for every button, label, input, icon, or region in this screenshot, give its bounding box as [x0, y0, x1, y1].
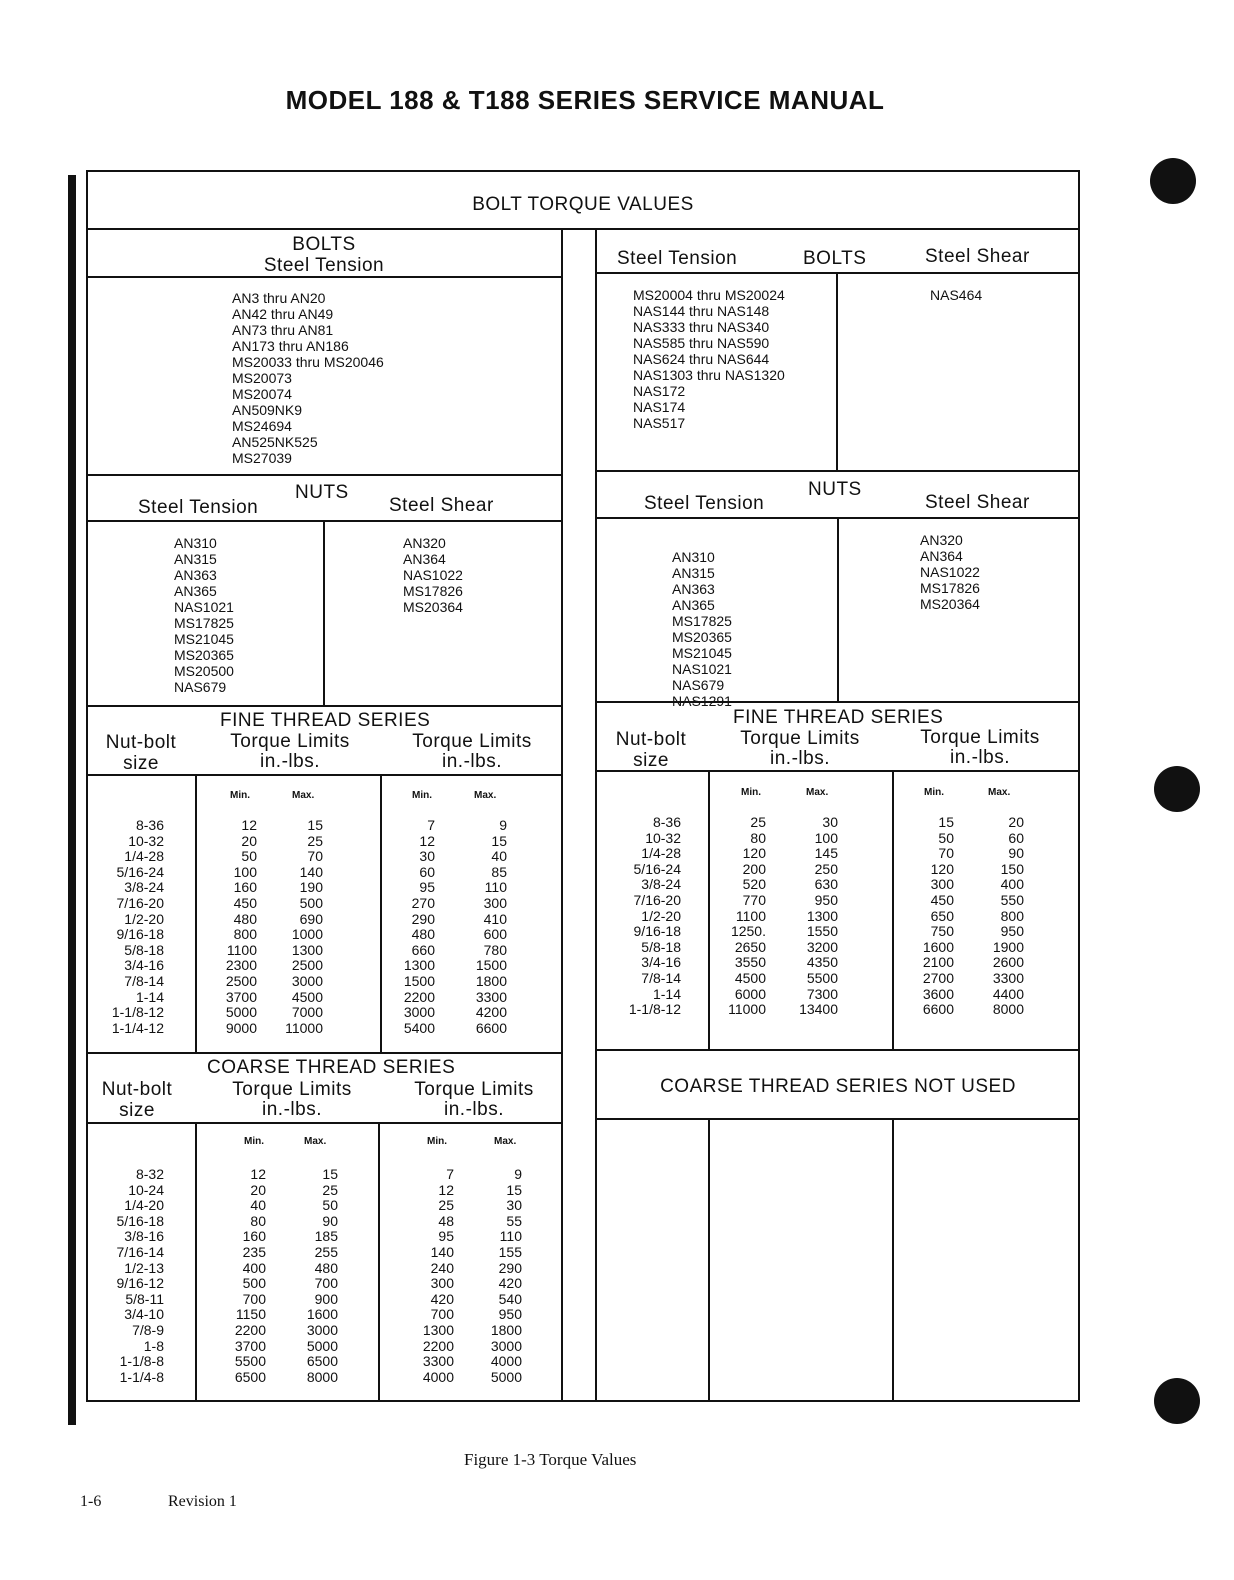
left-coarse-nut-bolt-label: Nut-bolt: [101, 1079, 173, 1100]
rule: [596, 272, 1080, 274]
right-fine-size-column: 8-36 10-32 1/4-28 5/16-24 3/8-24 7/16-20 1/2-20 9/16-18 5/8-18 3/4-16 7/8-14 1-14 1-1/8-12: [628, 814, 681, 1018]
page-title: MODEL 188 & T188 SERIES SERVICE MANUAL: [285, 85, 885, 115]
rule: [596, 1049, 1080, 1051]
right-fine-thread-heading: FINE THREAD SERIES: [733, 707, 944, 728]
rule: [378, 1122, 380, 1402]
left-coarse-shear-units: in.-lbs.: [444, 1099, 504, 1120]
right-fine-nut-bolt-label: Nut-bolt: [615, 729, 687, 750]
rule: [596, 1118, 1080, 1120]
rule: [836, 272, 838, 470]
rule: [323, 520, 325, 706]
rule: [708, 770, 710, 1049]
left-coarse-shear-torque-label: Torque Limits: [414, 1079, 534, 1100]
left-fine-size-label: size: [123, 753, 159, 774]
right-nuts-steel-shear-list: AN320 AN364 NAS1022 MS17826 MS20364: [920, 532, 980, 612]
left-fine-tension-units: in.-lbs.: [260, 751, 320, 772]
rule: [380, 774, 382, 1052]
left-coarse-size-label: size: [119, 1100, 155, 1121]
figure-caption: Figure 1-3 Torque Values: [464, 1450, 637, 1469]
left-coarse-size-column: 8-32 10-24 1/4-20 5/16-18 3/8-16 7/16-14 1/2-13 9/16-12 5/8-11 3/4-10 7/8-9 1-8 1-1/8-8 1-1/4-8: [116, 1166, 164, 1385]
right-bolts-steel-shear-heading: Steel Shear: [925, 246, 1030, 267]
left-coarse-tension-min-column: 12 20 40 80 160 235 400 500 700 1150 2200 3700 5500 6500: [234, 1166, 266, 1385]
right-bolts-steel-tension-list: MS20004 thru MS20024 NAS144 thru NAS148 NAS333 thru NAS340 NAS585 thru NAS590 NAS624 thru NAS644 NAS1303 thru NAS1320 NAS172 NAS174 NAS517: [633, 287, 785, 431]
right-bolts-steel-tension-heading: Steel Tension: [617, 248, 738, 269]
rule: [892, 770, 894, 1049]
left-coarse-tension-torque-label: Torque Limits: [232, 1079, 352, 1100]
left-fine-tension-torque-label: Torque Limits: [230, 731, 350, 752]
min-label: Min.: [924, 787, 944, 798]
max-label: Max.: [988, 787, 1011, 798]
rule: [708, 1118, 710, 1402]
left-fine-size-column: 8-36 10-32 1/4-28 5/16-24 3/8-24 7/16-20 1/2-20 9/16-18 5/8-18 3/4-16 7/8-14 1-14 1-1/8-12 1-1/4-12: [111, 817, 164, 1036]
rule: [86, 228, 1080, 230]
right-coarse-not-used: COARSE THREAD SERIES NOT USED: [660, 1076, 1016, 1097]
rule: [892, 1118, 894, 1402]
left-coarse-thread-heading: COARSE THREAD SERIES: [207, 1057, 456, 1078]
left-fine-shear-max-column: 9 15 40 85 110 300 410 600 780 1500 1800 3300 4200 6600: [475, 817, 507, 1036]
right-fine-shear-torque-label: Torque Limits: [920, 727, 1040, 748]
revision-label: Revision 1: [168, 1493, 237, 1510]
right-fine-tension-min-column: 25 80 120 200 520 770 1100 1250. 2650 3550 4500 6000 11000: [728, 814, 766, 1018]
left-fine-shear-torque-label: Torque Limits: [412, 731, 532, 752]
rule: [86, 474, 562, 476]
right-nuts-steel-tension-heading: Steel Tension: [644, 493, 765, 514]
right-fine-tension-units: in.-lbs.: [770, 748, 830, 769]
revision-change-bar: [68, 175, 76, 1425]
left-nuts-steel-shear-heading: Steel Shear: [389, 495, 494, 516]
left-nuts-steel-shear-list: AN320 AN364 NAS1022 MS17826 MS20364: [403, 535, 463, 615]
right-bolts-heading: BOLTS: [803, 248, 867, 269]
min-label: Min.: [412, 790, 432, 801]
left-coarse-tension-units: in.-lbs.: [262, 1099, 322, 1120]
right-bolts-steel-shear-list: NAS464: [930, 287, 983, 303]
min-label: Min.: [230, 790, 250, 801]
rule: [596, 701, 1080, 703]
right-fine-shear-min-column: 15 50 70 120 300 450 650 750 1600 2100 2700 3600 6600: [922, 814, 954, 1018]
right-fine-shear-max-column: 20 60 90 150 400 550 800 950 1900 2600 3300 4400 8000: [992, 814, 1024, 1018]
min-label: Min.: [741, 787, 761, 798]
rule: [837, 517, 839, 701]
binder-hole-top: [1150, 158, 1196, 204]
left-fine-shear-min-column: 7 12 30 60 95 270 290 480 660 1300 1500 2200 3000 5400: [403, 817, 435, 1036]
left-bolts-steel-tension-list: AN3 thru AN20 AN42 thru AN49 AN73 thru AN81 AN173 thru AN186 MS20033 thru MS20046 MS20073 MS20074 AN509NK9 MS24694 AN525NK525 MS27039: [232, 290, 384, 466]
left-fine-shear-units: in.-lbs.: [442, 751, 502, 772]
binder-hole-bottom: [1154, 1378, 1200, 1424]
left-fine-tension-max-column: 15 25 70 140 190 500 690 1000 1300 2500 3000 4500 7000 11000: [285, 817, 323, 1036]
left-nuts-steel-tension-heading: Steel Tension: [138, 497, 259, 518]
left-fine-tension-min-column: 12 20 50 100 160 450 480 800 1100 2300 2500 3700 5000 9000: [225, 817, 257, 1036]
max-label: Max.: [494, 1136, 517, 1147]
right-nuts-heading: NUTS: [808, 479, 862, 500]
rule: [595, 228, 597, 1402]
right-fine-size-label: size: [633, 750, 669, 771]
right-fine-tension-torque-label: Torque Limits: [740, 728, 860, 749]
rule: [596, 470, 1080, 472]
rule: [195, 1122, 197, 1402]
page-number: 1-6: [80, 1493, 102, 1510]
left-nuts-heading: NUTS: [295, 482, 349, 503]
left-coarse-shear-min-column: 7 12 25 48 95 140 240 300 420 700 1300 2200 3300 4000: [422, 1166, 454, 1385]
max-label: Max.: [474, 790, 497, 801]
left-nuts-steel-tension-list: AN310 AN315 AN363 AN365 NAS1021 MS17825 MS21045 MS20365 MS20500 NAS679: [174, 535, 234, 695]
min-label: Min.: [244, 1136, 264, 1147]
binder-hole-middle: [1154, 766, 1200, 812]
max-label: Max.: [304, 1136, 327, 1147]
max-label: Max.: [806, 787, 829, 798]
right-fine-shear-units: in.-lbs.: [950, 747, 1010, 768]
rule: [86, 1122, 562, 1124]
rule: [195, 774, 197, 1052]
right-nuts-steel-shear-heading: Steel Shear: [925, 492, 1030, 513]
min-label: Min.: [427, 1136, 447, 1147]
left-fine-nut-bolt-label: Nut-bolt: [105, 732, 177, 753]
right-fine-tension-max-column: 30 100 145 250 630 950 1300 1550 3200 4350 5500 7300 13400: [799, 814, 838, 1018]
rule: [86, 1052, 562, 1054]
table-title: BOLT TORQUE VALUES: [472, 194, 694, 215]
left-coarse-shear-max-column: 9 15 30 55 110 155 290 420 540 950 1800 3000 4000 5000: [490, 1166, 522, 1385]
rule: [561, 228, 563, 1402]
right-nuts-steel-tension-list: AN310 AN315 AN363 AN365 MS17825 MS20365 MS21045 NAS1021 NAS679 NAS1291: [672, 549, 732, 709]
left-fine-thread-heading: FINE THREAD SERIES: [220, 710, 431, 731]
left-bolts-steel-tension-heading: Steel Tension: [263, 255, 385, 276]
left-bolts-heading: BOLTS: [292, 234, 356, 255]
left-coarse-tension-max-column: 15 25 50 90 185 255 480 700 900 1600 3000 5000 6500 8000: [306, 1166, 338, 1385]
max-label: Max.: [292, 790, 315, 801]
